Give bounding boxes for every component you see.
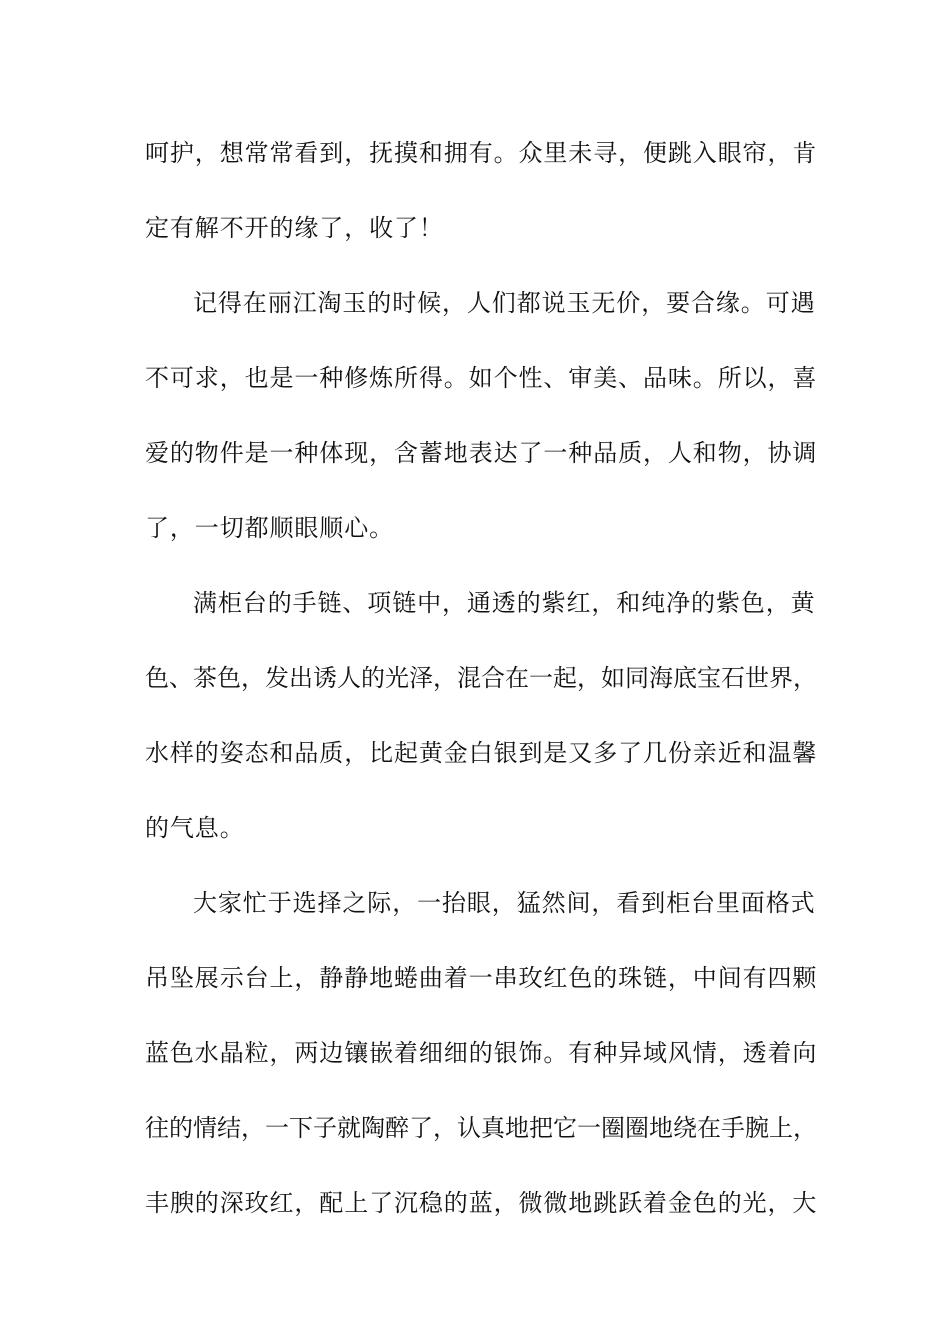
text-line: 丰腴的深玫红，配上了沉稳的蓝，微微地跳跃着金色的光，大: [145, 1189, 818, 1217]
text-line: 满柜台的手链、项链中，通透的紫红，和纯净的紫色，黄: [193, 589, 816, 617]
body-text: [145, 125, 825, 1250]
text-line: 呵护，想常常看到，抚摸和拥有。众里未寻，便跳入眼帘，肯: [145, 139, 818, 167]
text-line: 大家忙于选择之际，一抬眼，猛然间，看到柜台里面格式: [193, 889, 816, 917]
text-line: 水样的姿态和品质，比起黄金白银到是又多了几份亲近和温馨: [145, 739, 818, 767]
text-line: 的气息。: [145, 814, 245, 842]
text-line: 色、茶色，发出诱人的光泽，混合在一起，如同海底宝石世界，: [145, 664, 817, 692]
text-line: 定有解不开的缘了，收了！: [145, 214, 444, 242]
text-line: 往的情结，一下子就陶醉了，认真地把它一圈圈地绕在手腕上，: [145, 1114, 817, 1142]
text-line: 蓝色水晶粒，两边镶嵌着细细的银饰。有种异域风情，透着向: [145, 1039, 818, 1067]
text-line: 了，一切都顺眼顺心。: [145, 514, 394, 542]
text-line: 不可求，也是一种修炼所得。如个性、审美、品味。所以，喜: [145, 364, 818, 392]
text-line: 爱的物件是一种体现，含蓄地表达了一种品质，人和物，协调: [145, 439, 818, 467]
text-line: 记得在丽江淘玉的时候，人们都说玉无价，要合缘。可遇: [193, 289, 816, 317]
text-line: 吊坠展示台上，静静地蜷曲着一串玫红色的珠链，中间有四颗: [145, 964, 818, 992]
